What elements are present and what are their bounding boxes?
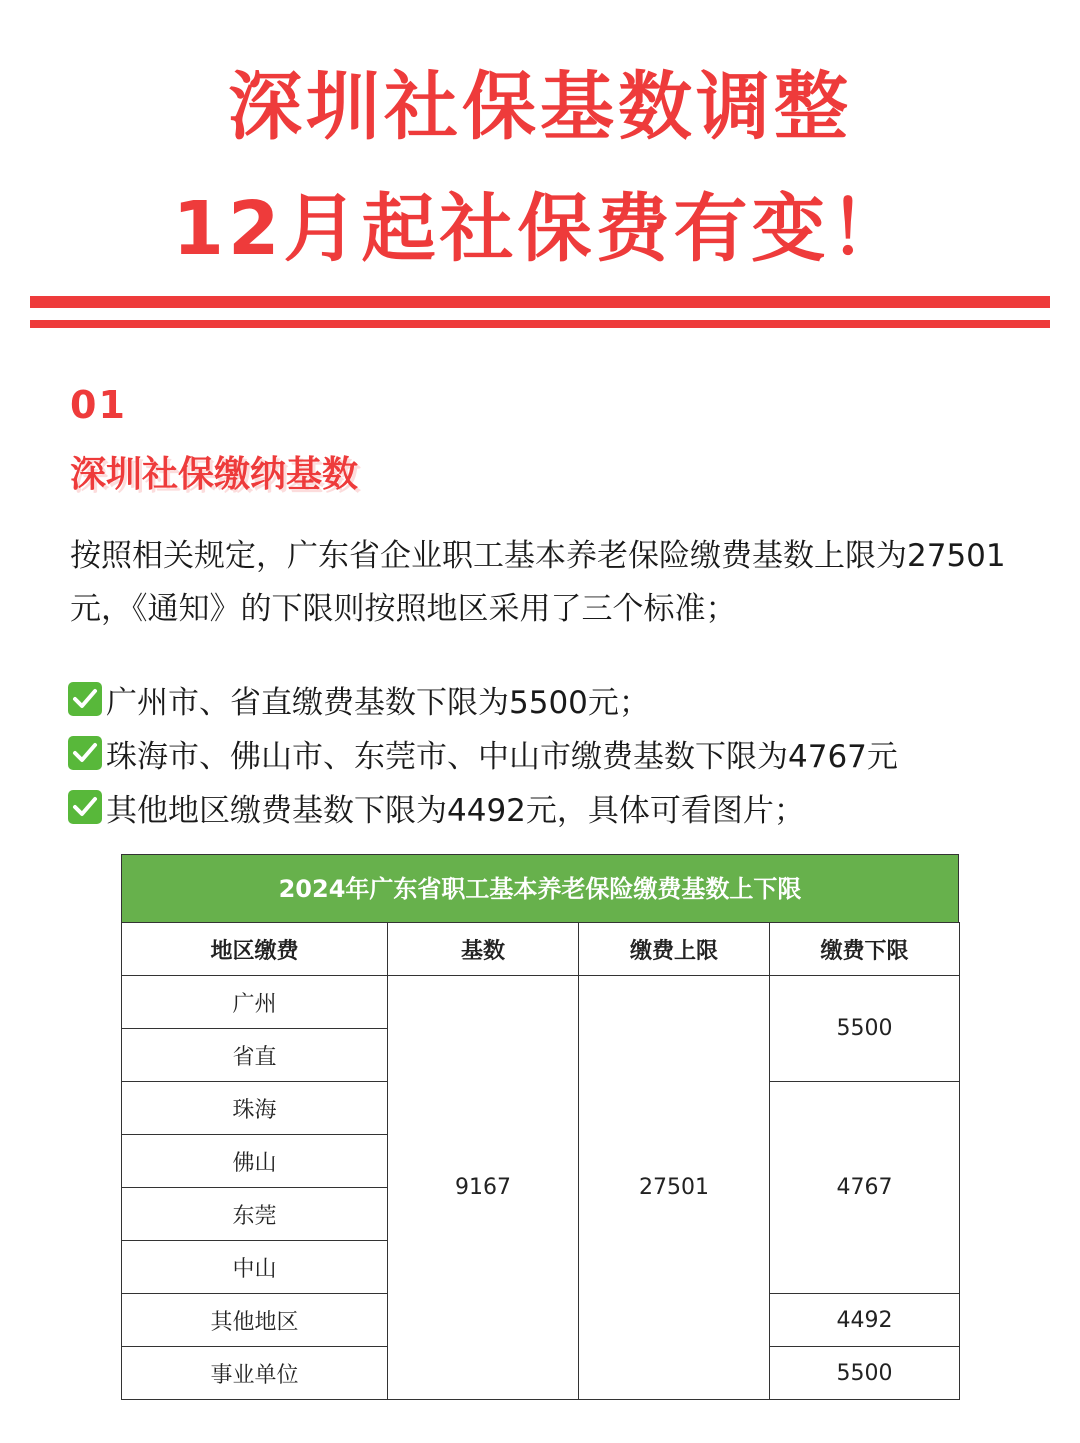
table-title: 2024年广东省职工基本养老保险缴费基数上下限 — [121, 854, 959, 922]
region-cell: 广州 — [122, 976, 388, 1029]
column-header-lower: 缴费下限 — [770, 923, 960, 976]
checklist-text: 珠海市、佛山市、东莞市、中山市缴费基数下限为4767元 — [106, 738, 898, 775]
section-title: 深圳社保缴纳基数 — [70, 454, 359, 495]
lower-limit-cell: 4767 — [770, 1082, 960, 1294]
region-cell: 其他地区 — [122, 1294, 388, 1347]
checklist-item — [68, 726, 898, 780]
divider-thick — [30, 296, 1050, 308]
table-row — [122, 976, 960, 1029]
intro-paragraph: 按照相关规定，广东省企业职工基本养老保险缴费基数上限为27501元，《通知》的下限则按照地区采用了三个标准； — [70, 538, 1006, 627]
contribution-table — [121, 854, 959, 1400]
region-cell: 中山 — [122, 1241, 388, 1294]
check-mark-icon — [68, 682, 102, 716]
checklist-text: 广州市、省直缴费基数下限为5500元； — [106, 684, 650, 721]
region-cell: 省直 — [122, 1029, 388, 1082]
checklist-text: 其他地区缴费基数下限为4492元，具体可看图片； — [106, 792, 805, 829]
lower-limit-cell: 4492 — [770, 1294, 960, 1347]
lower-limit-cell: 5500 — [770, 976, 960, 1082]
region-cell: 事业单位 — [122, 1347, 388, 1400]
divider-thin — [30, 320, 1050, 328]
lower-limit-cell: 5500 — [770, 1347, 960, 1400]
region-cell: 东莞 — [122, 1188, 388, 1241]
column-header-region: 地区缴费 — [122, 923, 388, 976]
check-mark-icon — [68, 736, 102, 770]
region-cell: 珠海 — [122, 1082, 388, 1135]
table-header-row — [122, 923, 960, 976]
column-header-upper: 缴费上限 — [579, 923, 770, 976]
region-cell: 佛山 — [122, 1135, 388, 1188]
check-mark-icon — [68, 790, 102, 824]
headline-line-2: 12月起社保费有变！ — [172, 186, 908, 272]
upper-limit-cell: 27501 — [579, 976, 770, 1400]
base-cell: 9167 — [388, 976, 579, 1400]
checklist-item — [68, 780, 805, 834]
headline-line-1: 深圳社保基数调整 — [228, 64, 852, 150]
column-header-base: 基数 — [388, 923, 579, 976]
section-number: 01 — [70, 383, 127, 427]
checklist-item — [68, 672, 650, 726]
table-grid — [121, 922, 960, 1400]
